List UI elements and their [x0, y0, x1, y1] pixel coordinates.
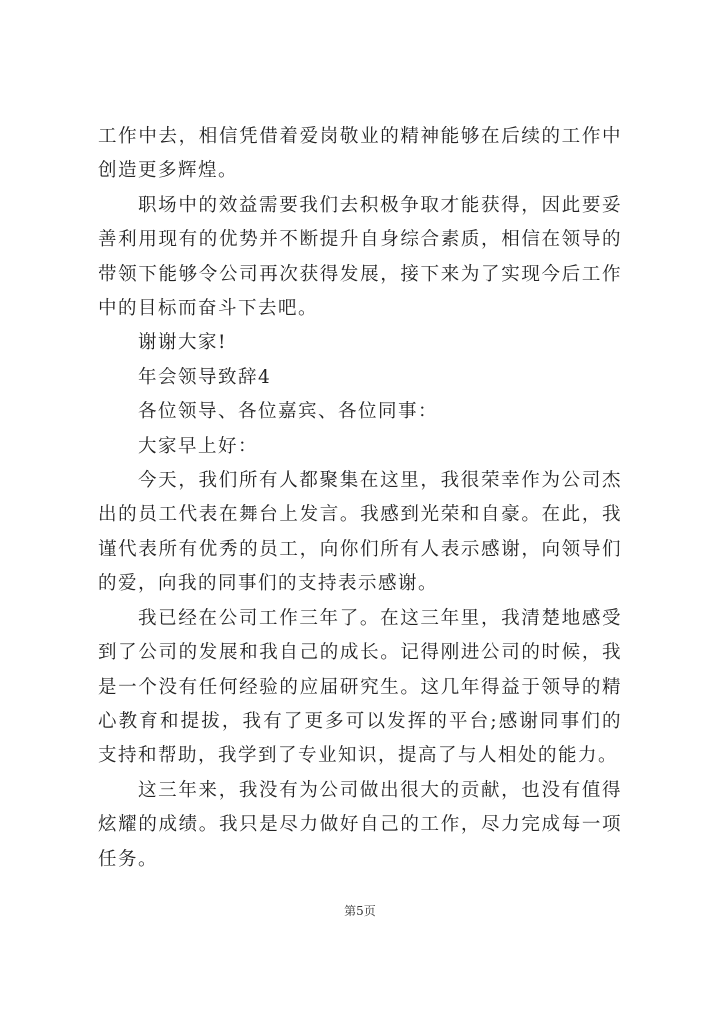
paragraph-1: 工作中去，相信凭借着爱岗敬业的精神能够在后续的工作中创造更多辉煌。	[98, 126, 622, 182]
paragraph-2: 职场中的效益需要我们去积极争取才能获得，因此要妥善利用现有的优势并不断提升自身综合素质，相信在领导的带领下能够令公司再次获得发展，接下来为了实现今后工作中的目标而奋斗下去吧。	[98, 194, 622, 320]
salutation: 各位领导、各位嘉宾、各位同事：	[138, 401, 439, 423]
paragraph-9: 这三年来，我没有为公司做出很大的贡献，也没有值得炫耀的成绩。我只是尽力做好自己的工作，尽力完成每一项任务。	[98, 779, 622, 870]
page-number: 第5页	[344, 904, 376, 918]
document-body	[98, 120, 622, 877]
paragraph-thanks: 谢谢大家!	[138, 332, 227, 354]
section-heading: 年会领导致辞4	[138, 366, 272, 388]
paragraph-8: 我已经在公司工作三年了。在这三年里，我清楚地感受到了公司的发展和我自己的成长。记得刚进公司的时候，我是一个没有任何经验的应届研究生。这几年得益于领导的精心教育和提拔，我有了更多可以发挥的平台;感谢同事们的支持和帮助，我学到了专业知识，提高了与人相处的能力。	[98, 607, 622, 767]
greeting: 大家早上好：	[138, 435, 259, 457]
paragraph-7: 今天，我们所有人都聚集在这里，我很荣幸作为公司杰出的员工代表在舞台上发言。我感到光荣和自豪。在此，我谨代表所有优秀的员工，向你们所有人表示感谢，向领导们的爱，向我的同事们的支持表示感谢。	[98, 470, 622, 595]
